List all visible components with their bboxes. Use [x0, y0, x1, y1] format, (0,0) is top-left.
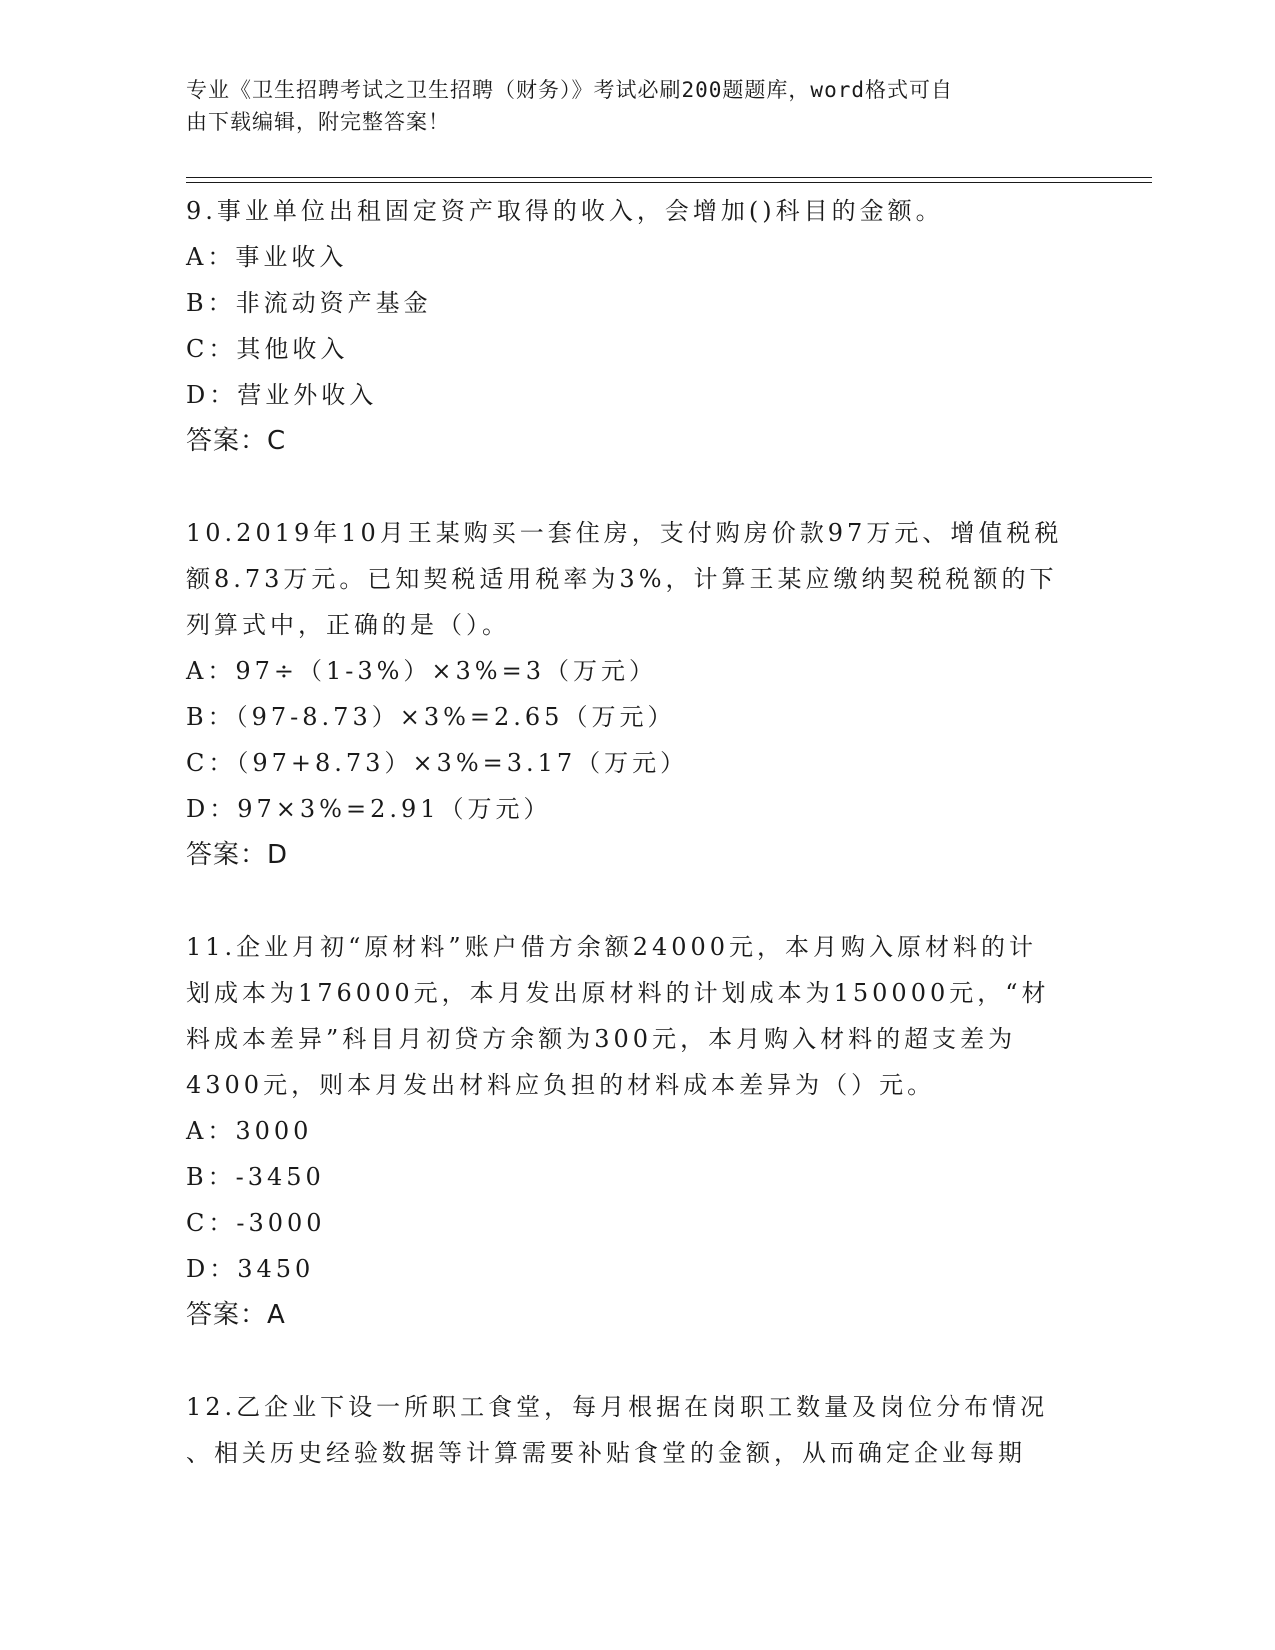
option-a: A：97÷（1-3%）×3%=3（万元）: [186, 657, 657, 685]
question-stem-line: 料成本差异”科目月初贷方余额为300元，本月购入材料的超支差为: [186, 1025, 1017, 1053]
option-c: C：-3000: [186, 1209, 326, 1237]
option-a: A：事业收入: [186, 243, 348, 271]
option-b: B：-3450: [186, 1163, 325, 1191]
option-c: C：其他收入: [186, 335, 349, 363]
question-9: [186, 188, 1086, 464]
question-stem-line: 12.乙企业下设一所职工食堂，每月根据在岗职工数量及岗位分布情况: [186, 1393, 1049, 1421]
question-list: [186, 188, 1086, 1476]
question-10: [186, 510, 1086, 878]
answer-line: 答案：A: [186, 1300, 286, 1330]
header-line-1: 专业《卫生招聘考试之卫生招聘（财务）》考试必刷200题题库，word格式可自: [186, 78, 953, 102]
option-b: B：（97-8.73）×3%=2.65（万元）: [186, 703, 676, 731]
question-stem-line: 10.2019年10月王某购买一套住房，支付购房价款97万元、增值税税: [186, 519, 1063, 547]
option-d: D：营业外收入: [186, 381, 378, 409]
answer-line: 答案：C: [186, 426, 287, 456]
answer-line: 答案：D: [186, 840, 289, 870]
question-stem-line: 额8.73万元。已知契税适用税率为3%，计算王某应缴纳契税税额的下: [186, 565, 1058, 593]
question-spacer: [186, 1338, 1086, 1384]
question-stem-line: 4300元，则本月发出材料应负担的材料成本差异为（）元。: [186, 1071, 936, 1099]
header-divider-top: [186, 177, 1152, 178]
header-line-2: 由下载编辑，附完整答案！: [186, 110, 450, 134]
option-a: A：3000: [186, 1117, 313, 1145]
document-header: [186, 74, 1066, 138]
question-stem-line: 划成本为176000元，本月发出原材料的计划成本为150000元，“材: [186, 979, 1050, 1007]
header-divider-bottom: [186, 182, 1152, 183]
option-d: D：3450: [186, 1255, 315, 1283]
option-d: D：97×3%=2.91（万元）: [186, 795, 552, 823]
question-11: [186, 924, 1086, 1338]
option-c: C：（97+8.73）×3%=3.17（万元）: [186, 749, 689, 777]
question-stem-line: 、相关历史经验数据等计算需要补贴食堂的金额，从而确定企业每期: [186, 1439, 1026, 1467]
question-12: [186, 1384, 1086, 1476]
question-stem-line: 9.事业单位出租固定资产取得的收入，会增加()科目的金额。: [186, 197, 944, 225]
option-b: B：非流动资产基金: [186, 289, 432, 317]
question-stem-line: 列算式中，正确的是（）。: [186, 611, 510, 639]
question-spacer: [186, 878, 1086, 924]
question-stem-line: 11.企业月初“原材料”账户借方余额24000元，本月购入原材料的计: [186, 933, 1038, 961]
question-spacer: [186, 464, 1086, 510]
